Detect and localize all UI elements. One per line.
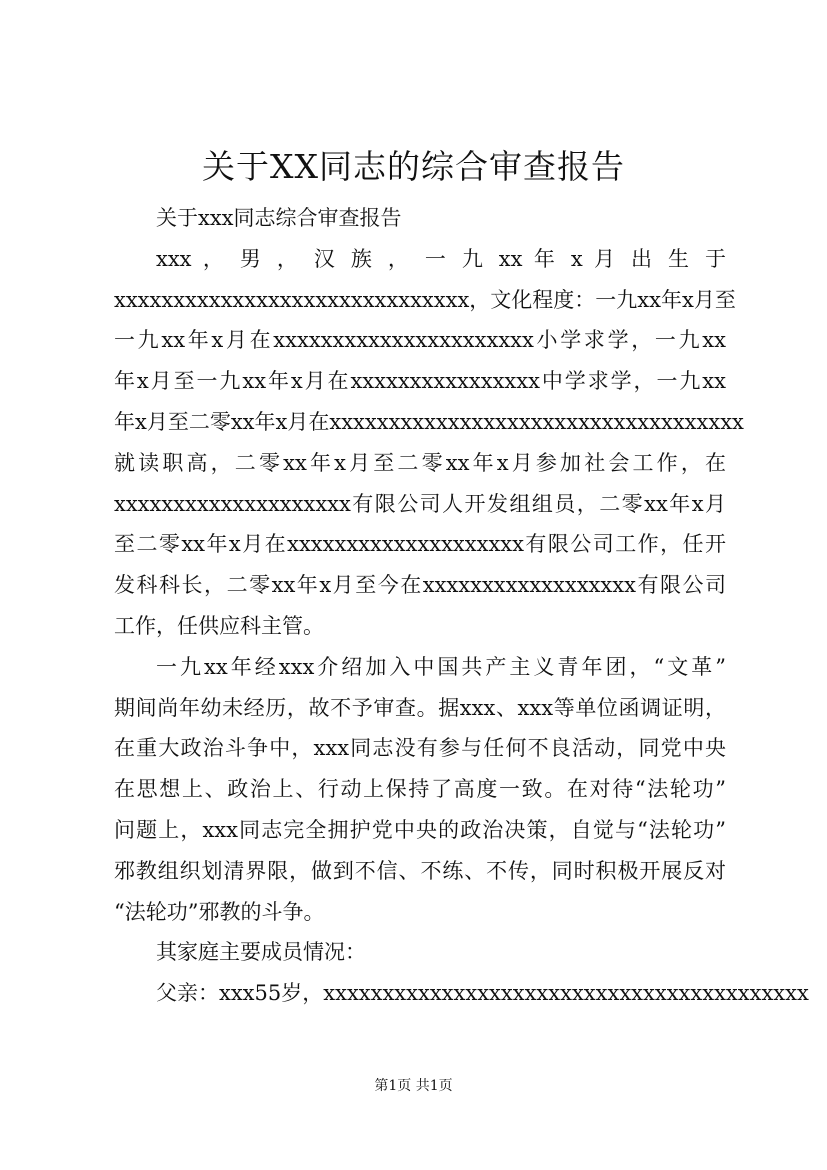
body-line: 年x月至二零xx年x月在xxxxxxxxxxxxxxxxxxxxxxxxxxxxxxxxxxx: [114, 409, 744, 434]
body-line: 就读职高，二零xx年x月至二零xx年x月参加社会工作，在: [114, 450, 726, 475]
document-title: 关于XX同志的综合审查报告: [202, 147, 625, 186]
page-number-footer: 第1页 共1页: [374, 1078, 453, 1094]
section-heading-line: 其家庭主要成员情况：: [156, 940, 366, 965]
body-line: 年x月至一九xx年x月在xxxxxxxxxxxxxxxx中学求学，一九xx: [114, 369, 726, 394]
body-line: 在重大政治斗争中，xxx同志没有参与任何不良活动，同党中央: [114, 736, 726, 761]
body-line: 期间尚年幼未经历，故不予审查。据xxx、xxx等单位函调证明，: [114, 695, 726, 720]
body-line: xxxxxxxxxxxxxxxxxxxx有限公司人开发组组员，二零xx年x月: [114, 491, 726, 516]
body-line: 在思想上、政治上、行动上保持了高度一致。在对待“法轮功”: [114, 777, 726, 802]
body-line: 一九xx年经xxx介绍加入中国共产主义青年团，“文革”: [156, 654, 726, 679]
body-line: 一九xx年x月在xxxxxxxxxxxxxxxxxxxxxx小学求学，一九xx: [114, 328, 726, 353]
body-line: 邪教组织划清界限，做到不信、不练、不传，同时积极开展反对: [114, 858, 726, 883]
body-line: 问题上，xxx同志完全拥护党中央的政治决策，自觉与“法轮功”: [114, 817, 726, 842]
body-line: 工作，任供应科主管。: [114, 613, 324, 638]
document-body: [114, 198, 809, 1014]
report-subtitle-line: 关于xxx同志综合审查报告: [156, 206, 402, 230]
body-line: 至二零xx年x月在xxxxxxxxxxxxxxxxxxxx有限公司工作，任开: [114, 532, 726, 557]
body-line: xxxxxxxxxxxxxxxxxxxxxxxxxxxxxx，文化程度：一九xx年x月至: [114, 287, 736, 312]
body-line: “法轮功”邪教的斗争。: [114, 899, 325, 924]
body-line: xxx ， 男 ， 汉 族 ， 一 九 xx 年 x 月 出 生 于: [156, 246, 726, 271]
body-line: 发科科长，二零xx年x月至今在xxxxxxxxxxxxxxxxxx有限公司: [114, 573, 726, 598]
body-line: 父亲：xxx55岁，xxxxxxxxxxxxxxxxxxxxxxxxxxxxxxxxxxxxxxxxx: [156, 981, 809, 1006]
